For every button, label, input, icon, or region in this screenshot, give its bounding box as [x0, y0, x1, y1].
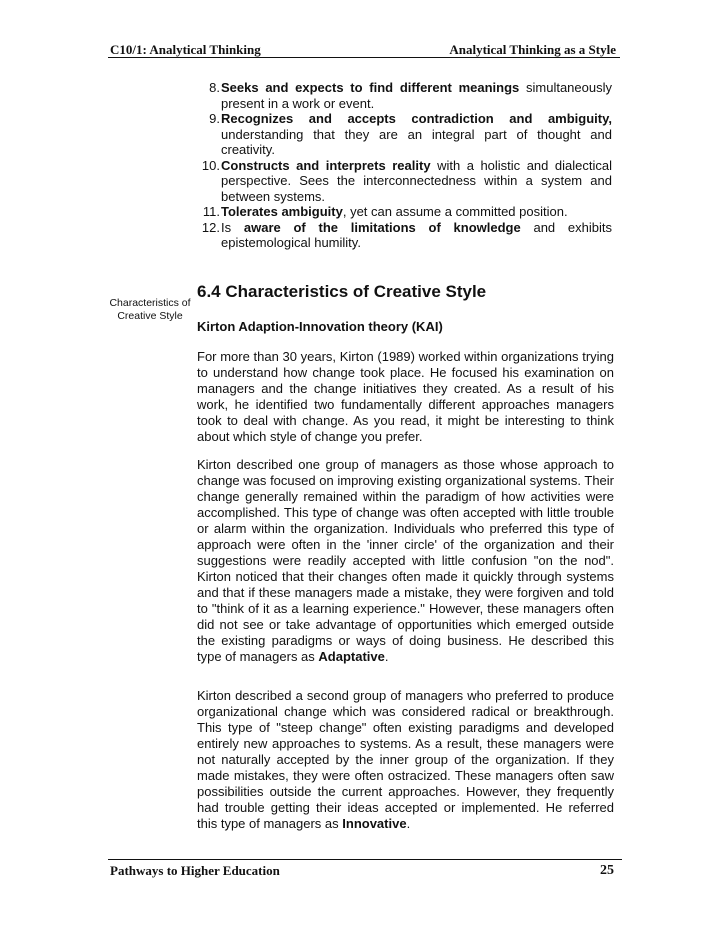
- list-item-text: [221, 158, 612, 205]
- paragraph-intro: For more than 30 years, Kirton (1989) worked within organizations trying to understand how change took place. He focused his examination on managers and the change initiatives they created. As a result of his work, he identified two fundamentally different approaches managers took to deal with change. As you read, it might be interesting to think about which style of change you prefer.: [197, 349, 614, 444]
- margin-note: Characteristics of Creative Style: [109, 297, 191, 322]
- list-item-bold: Seeks and expects to find different meanings: [221, 80, 520, 95]
- page-header: [108, 38, 620, 58]
- paragraph-innovative: [197, 688, 614, 832]
- list-item-text: [221, 204, 612, 220]
- list-item-rest: and exhibits epistemological humility.: [221, 219, 612, 250]
- header-rule: [108, 57, 620, 58]
- list-item-text: [221, 80, 612, 111]
- list-item: [191, 158, 612, 205]
- list-item-number: 9.: [209, 111, 220, 126]
- list-item-bold: aware of the limitations of knowledge: [243, 219, 521, 235]
- section-title: 6.4 Characteristics of Creative Style: [197, 282, 487, 301]
- header-chapter-title: Analytical Thinking as a Style: [449, 42, 616, 57]
- list-item-rest: simultaneously present in a work or event.: [221, 80, 612, 111]
- list-item: [191, 80, 612, 111]
- list-item-number: 10.: [201, 157, 220, 173]
- footer-rule: [108, 859, 622, 860]
- paragraph-period: .: [384, 649, 389, 664]
- paragraph-text: Kirton described a second group of managers who preferred to produce organizational change which was considered radical or breakthrough. This type of "steep change" often existing paradigms and developed entirely new approaches to systems. As a result, these managers were not naturally accepted by the inner group of the organization. If they made mistakes, they were often ostracized. These managers often saw possibilities outside the current approaches. However, they frequently had trouble getting their ideas accepted or implemented. He referred this type of managers as: [197, 688, 614, 831]
- header-course-title: C10/1: Analytical Thinking: [110, 42, 261, 57]
- numbered-list: [191, 80, 612, 251]
- list-item-text: [221, 111, 612, 158]
- list-item-rest: understanding that they are an integral part of thought and creativity.: [221, 126, 612, 157]
- footer-title: Pathways to Higher Education: [110, 863, 280, 878]
- list-item-rest: , yet can assume a committed position.: [342, 204, 568, 219]
- term-innovative: Innovative: [342, 816, 407, 831]
- term-adaptative: Adaptative: [318, 649, 385, 664]
- list-item: [191, 111, 612, 158]
- list-item-bold: Tolerates ambiguity: [221, 204, 343, 219]
- list-item-pre: Is: [221, 219, 244, 235]
- subheading: Kirton Adaption-Innovation theory (KAI): [197, 319, 443, 334]
- list-item-bold: Recognizes and accepts contradiction and ambiguity,: [221, 111, 612, 126]
- page-footer: [108, 859, 622, 883]
- paragraph-period: .: [406, 816, 411, 831]
- list-item-rest: with a holistic and dialectical perspective. Sees the interconnectedness within a system and between systems.: [221, 157, 612, 204]
- list-item-bold: Constructs and interprets reality: [221, 157, 431, 173]
- list-item-number: 11.: [202, 204, 220, 219]
- paragraph-text: Kirton described one group of managers as those whose approach to change was focused on improving existing organizational systems. Their change generally remained within the paradigm of how activities were accomplished. This type of change was often accepted with little trouble or alarm within the organization. Individuals who preferred this type of approach were often in the 'inner circle' of the organization and their suggestions were readily accepted with little confusion "on the nod". Kirton noticed that their changes often made it quickly through systems and that if these managers made a mistake, they were forgiven and told to "think of it as a learning experience." However, these managers often did not see or take advantage of opportunities which emerged outside the existing paradigms or ways of doing business. He described this type of managers as: [197, 457, 614, 664]
- paragraph-adaptative: [197, 457, 614, 665]
- page-number: 25: [600, 863, 614, 878]
- list-item: [191, 204, 612, 220]
- list-item-text: [221, 220, 612, 251]
- list-item: [191, 220, 612, 251]
- list-item-number: 8.: [209, 80, 220, 95]
- list-item-number: 12.: [201, 219, 220, 235]
